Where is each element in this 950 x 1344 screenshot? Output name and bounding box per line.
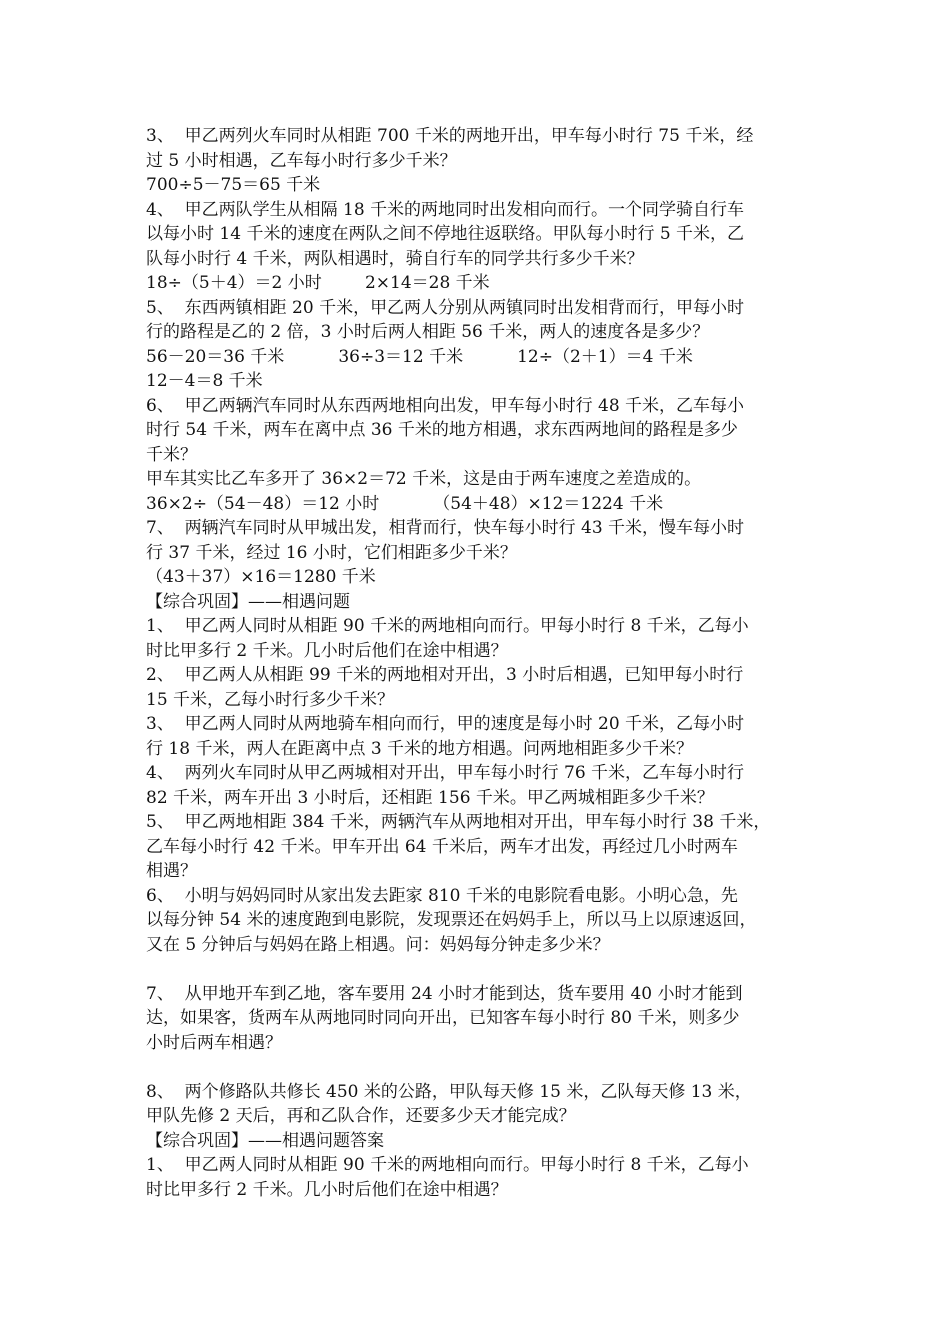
document-page [146, 124, 826, 1202]
text-line: （43＋37）×16＝1280 千米 [146, 567, 376, 587]
text-line: 4、 甲乙两队学生从相隔 18 千米的两地同时出发相向而行。一个同学骑自行车 [146, 199, 745, 220]
text-line: 以每分钟 54 米的速度跑到电影院，发现票还在妈妈手上，所以马上以原速返回， [146, 910, 757, 930]
text-line: 3、 甲乙两人同时从两地骑车相向而行，甲的速度是每小时 20 千米，乙每小时 [146, 714, 745, 734]
text-line: 5、 东西两镇相距 20 千米，甲乙两人分别从两镇同时出发相背而行，甲每小时 [146, 297, 745, 318]
text-line: 36×2÷（54－48）＝12 小时 （54＋48）×12＝1224 千米 [146, 493, 664, 514]
text-line: 达，如果客，货两车从两地同时同向开出，已知客车每小时行 80 千米，则多少 [146, 1008, 740, 1028]
text-line: 时比甲多行 2 千米。几小时后他们在途中相遇？ [146, 1179, 508, 1200]
text-line: 15 千米，乙每小时行多少千米？ [146, 689, 395, 710]
text-line: 6、 小明与妈妈同时从家出发去距家 810 千米的电影院看电影。小明心急，先 [146, 885, 738, 906]
text-line: 时比甲多行 2 千米。几小时后他们在途中相遇？ [146, 640, 508, 661]
text-line: 时行 54 千米，两车在离中点 36 千米的地方相遇，求东西两地间的路程是多少 [146, 420, 738, 440]
text-line: 8、 两个修路队共修长 450 米的公路，甲队每天修 15 米，乙队每天修 13 米， [146, 1081, 752, 1102]
text-line: 1、 甲乙两人同时从相距 90 千米的两地相向而行。甲每小时行 8 千米，乙每小 [146, 1155, 749, 1175]
section-heading: 【综合巩固】——相遇问题 [146, 591, 350, 612]
text-line: 18÷（5＋4）＝2 小时 2×14＝28 千米 [146, 273, 490, 293]
text-line: 4、 两列火车同时从甲乙两城相对开出，甲车每小时行 76 千米，乙车每小时行 [146, 763, 745, 783]
text-line: 7、 从甲地开车到乙地，客车要用 24 小时才能到达，货车要用 40 小时才能到 [146, 983, 743, 1004]
text-line: 5、 甲乙两地相距 384 千米，两辆汽车从两地相对开出，甲车每小时行 38 千米， [146, 812, 771, 832]
text-line: 行 37 千米，经过 16 小时，它们相距多少千米？ [146, 542, 517, 563]
blank-line [146, 1055, 826, 1080]
text-line: 12－4＝8 千米 [146, 371, 263, 391]
text-line: 56－20＝36 千米 36÷3＝12 千米 12÷（2＋1）＝4 千米 [146, 346, 693, 367]
text-line: 700÷5－75＝65 千米 [146, 175, 321, 195]
text-line: 2、 甲乙两人从相距 99 千米的两地相对开出，3 小时后相遇，已知甲每小时行 [146, 665, 744, 685]
text-line: 甲车其实比乙车多开了 36×2＝72 千米，这是由于两车速度之差造成的。 [146, 469, 702, 489]
text-line: 千米？ [146, 444, 197, 465]
text-line: 队每小时行 4 千米，两队相遇时，骑自行车的同学共行多少千米？ [146, 248, 644, 269]
text-line: 1、 甲乙两人同时从相距 90 千米的两地相向而行。甲每小时行 8 千米，乙每小 [146, 616, 749, 636]
text-line: 6、 甲乙两辆汽车同时从东西两地相向出发，甲车每小时行 48 千米，乙车每小 [146, 395, 745, 416]
text-line: 7、 两辆汽车同时从甲城出发，相背而行，快车每小时行 43 千米，慢车每小时 [146, 518, 745, 538]
blank-line [146, 957, 826, 982]
text-line: 行的路程是乙的 2 倍，3 小时后两人相距 56 千米，两人的速度各是多少？ [146, 322, 710, 342]
text-line: 甲队先修 2 天后，再和乙队合作，还要多少天才能完成？ [146, 1106, 576, 1126]
text-line: 相遇？ [146, 861, 197, 881]
text-line: 又在 5 分钟后与妈妈在路上相遇。问：妈妈每分钟走多少米？ [146, 934, 610, 955]
text-line: 以每小时 14 千米的速度在两队之间不停地往返联络。甲队每小时行 5 千米，乙 [146, 224, 745, 244]
text-line: 过 5 小时相遇，乙车每小时行多少千米？ [146, 150, 457, 171]
text-line: 小时后两车相遇？ [146, 1032, 282, 1053]
text-line: 行 18 千米，两人在距离中点 3 千米的地方相遇。问两地相距多少千米？ [146, 738, 694, 759]
text-line: 82 千米，两车开出 3 小时后，还相距 156 千米。甲乙两城相距多少千米？ [146, 787, 714, 808]
text-line: 3、 甲乙两列火车同时从相距 700 千米的两地开出，甲车每小时行 75 千米，经 [146, 126, 754, 146]
text-line: 乙车每小时行 42 千米。甲车开出 64 千米后，两车才出发，再经过几小时两车 [146, 836, 738, 857]
section-heading: 【综合巩固】——相遇问题答案 [146, 1130, 384, 1151]
